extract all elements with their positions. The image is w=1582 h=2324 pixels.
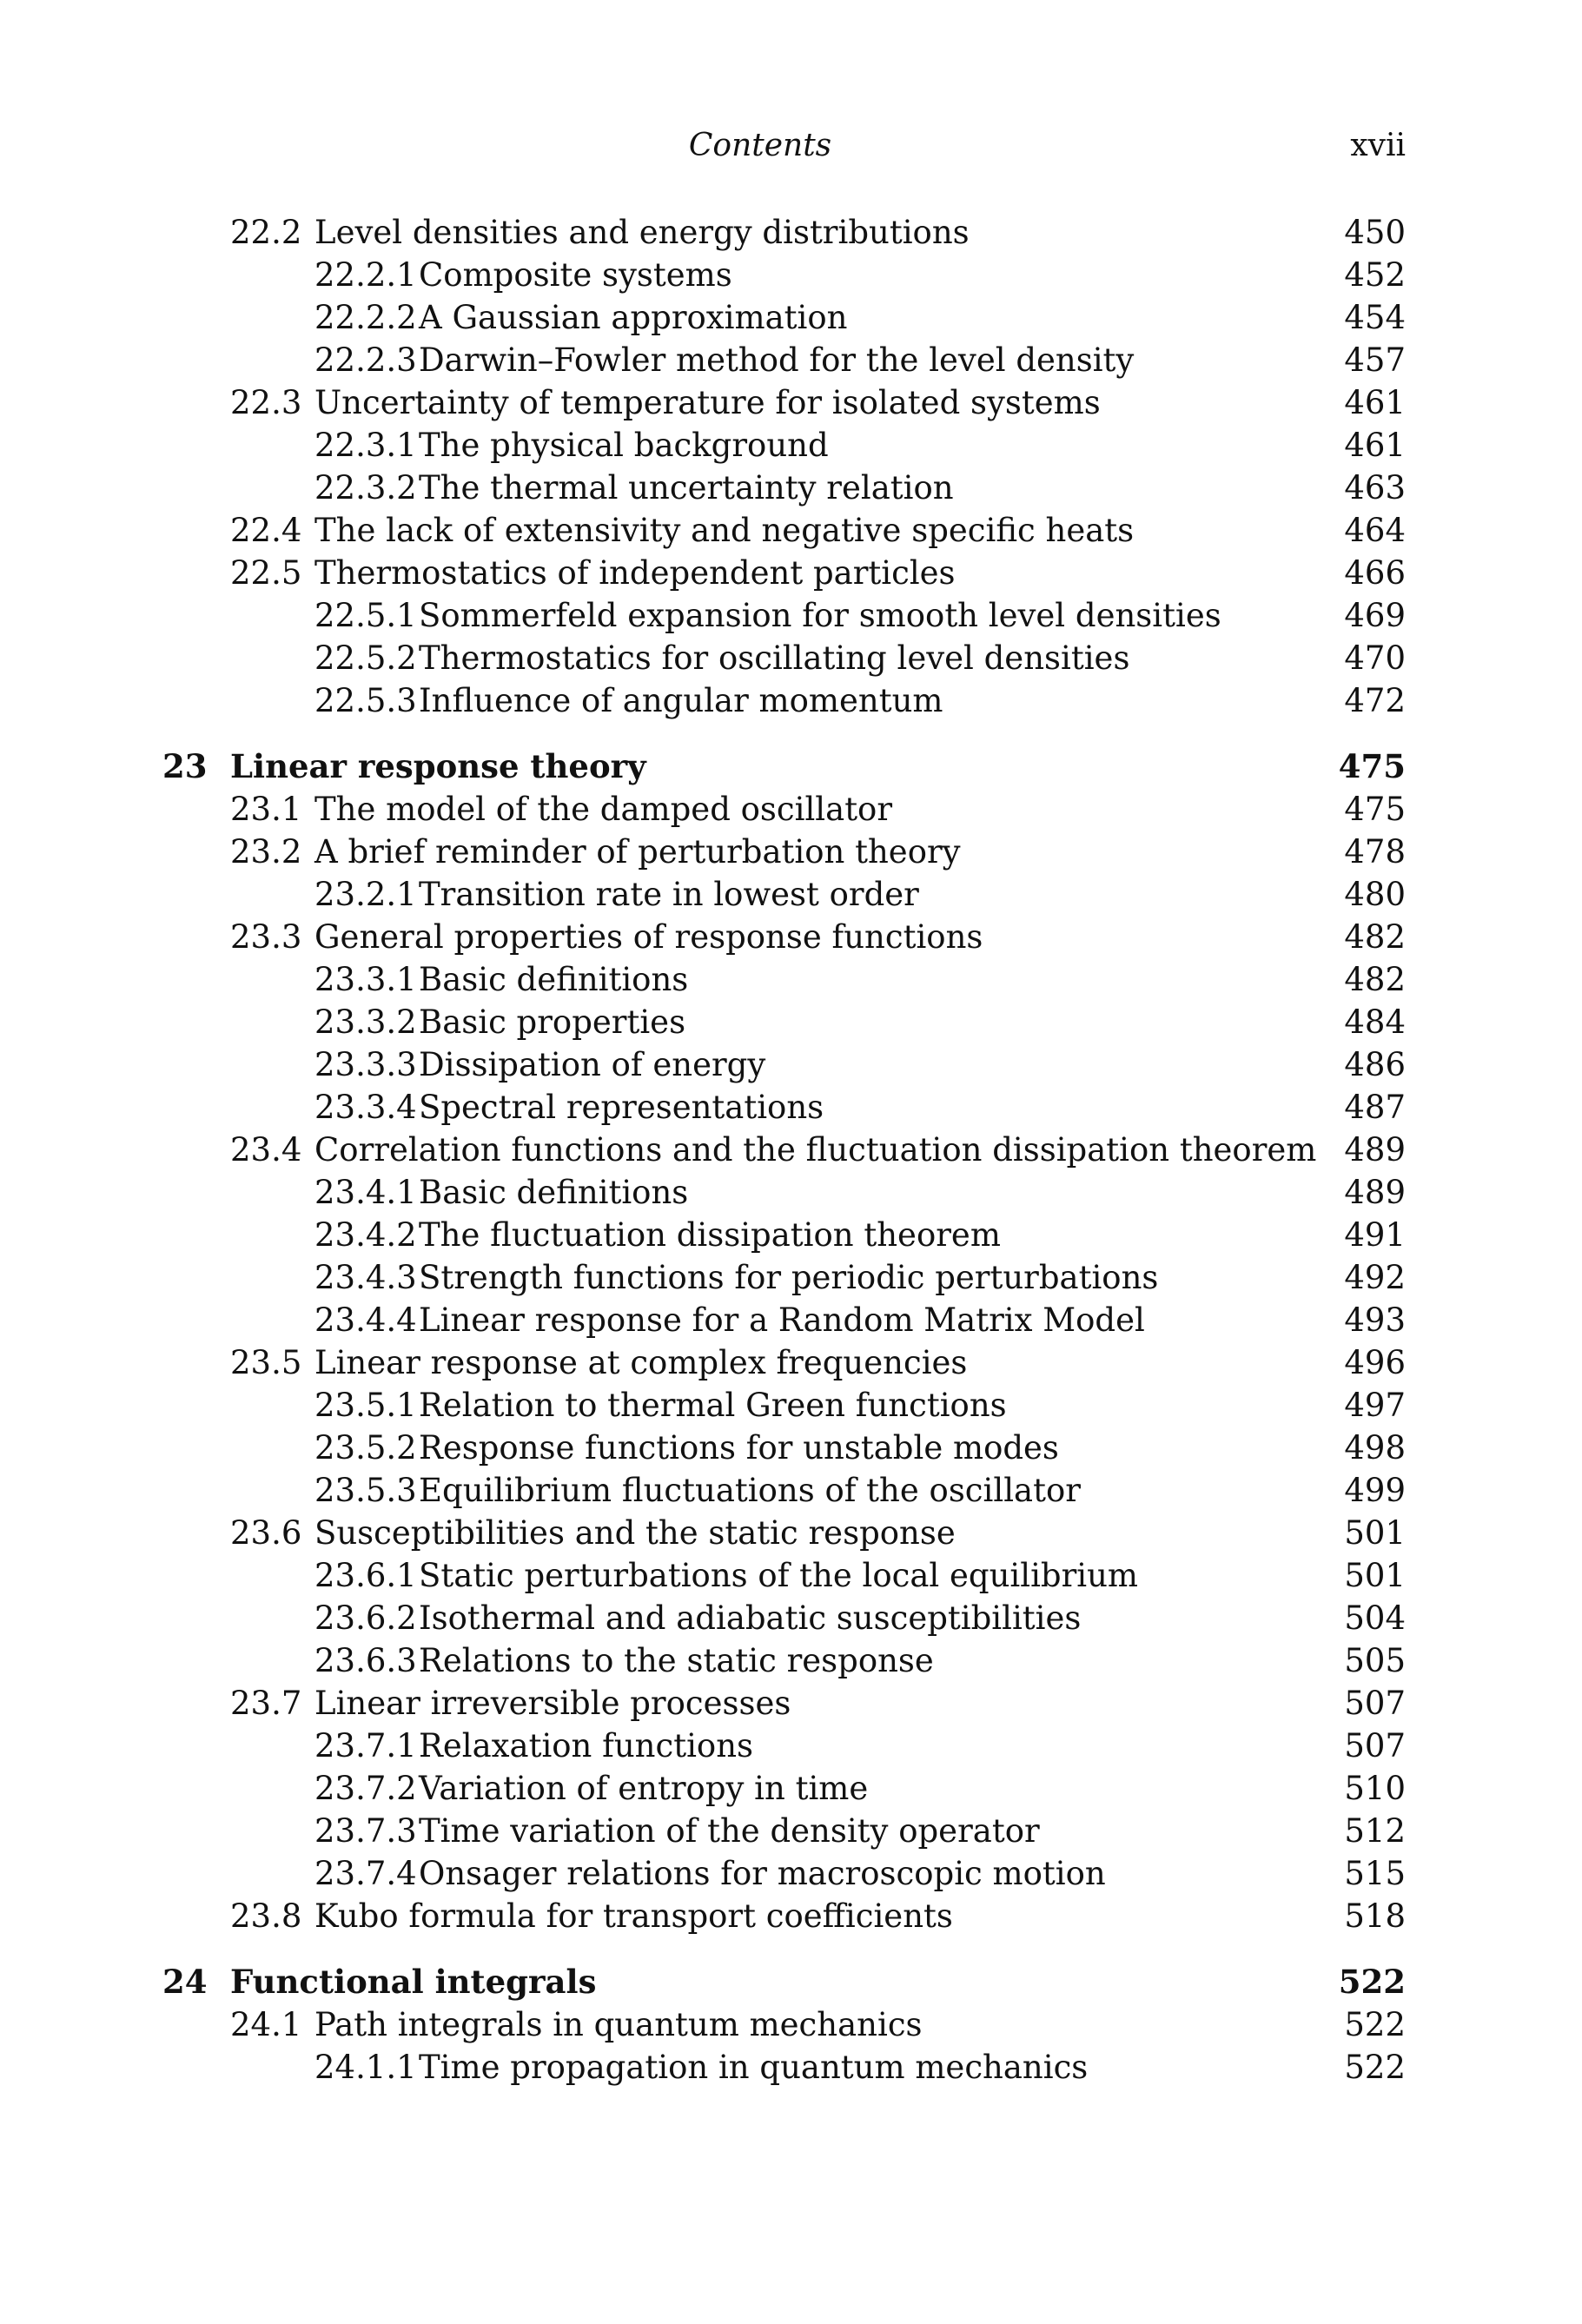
entry-page: 496 bbox=[1344, 1344, 1406, 1381]
entry-title: Relaxation functions bbox=[419, 1727, 754, 1765]
toc-entry bbox=[0, 1001, 1582, 1043]
entry-page: 464 bbox=[1344, 512, 1406, 549]
entry-page: 493 bbox=[1344, 1301, 1406, 1339]
entry-page: 510 bbox=[1344, 1770, 1406, 1807]
entry-number: 23.7 bbox=[230, 1685, 302, 1722]
entry-page: 482 bbox=[1344, 918, 1406, 956]
page-header bbox=[0, 124, 1582, 168]
entry-number: 22.2.3 bbox=[314, 341, 417, 379]
entry-title: Level densities and energy distributions bbox=[314, 214, 970, 251]
entry-number: 23.5.2 bbox=[314, 1429, 417, 1467]
entry-title: Equilibrium fluctuations of the oscillator bbox=[419, 1472, 1081, 1509]
entry-title: Strength functions for periodic perturbations bbox=[419, 1259, 1159, 1296]
entry-page: 487 bbox=[1344, 1089, 1406, 1126]
entry-number: 23.1 bbox=[230, 791, 302, 828]
entry-title: Variation of entropy in time bbox=[419, 1770, 869, 1807]
entry-page: 461 bbox=[1344, 384, 1406, 421]
entry-page: 457 bbox=[1344, 341, 1406, 379]
toc-entry bbox=[0, 1810, 1582, 1852]
entry-title: Uncertainty of temperature for isolated systems bbox=[314, 384, 1101, 421]
section-24-entries bbox=[0, 2003, 1582, 2089]
entry-title: Thermostatics of independent particles bbox=[314, 554, 956, 592]
toc-entry bbox=[0, 211, 1582, 254]
entry-title: Transition rate in lowest order bbox=[419, 876, 919, 913]
entry-page: 463 bbox=[1344, 469, 1406, 507]
toc-entry bbox=[0, 1086, 1582, 1129]
entry-page: 498 bbox=[1344, 1429, 1406, 1467]
entry-number: 23.3.3 bbox=[314, 1046, 417, 1083]
entry-page: 512 bbox=[1344, 1812, 1406, 1850]
entry-title: Basic definitions bbox=[419, 1174, 689, 1211]
entry-number: 22.5.3 bbox=[314, 682, 417, 719]
entry-number: 23.6 bbox=[230, 1514, 302, 1552]
toc-entry bbox=[0, 788, 1582, 831]
toc-entry bbox=[0, 1341, 1582, 1384]
toc-entry bbox=[0, 1043, 1582, 1086]
toc-entry bbox=[0, 1469, 1582, 1512]
toc-entry bbox=[0, 467, 1582, 509]
entry-number: 24.1 bbox=[230, 2006, 302, 2043]
toc-entry bbox=[0, 339, 1582, 381]
toc-entry bbox=[0, 1682, 1582, 1725]
entry-number: 23.7.3 bbox=[314, 1812, 417, 1850]
entry-page: 466 bbox=[1344, 554, 1406, 592]
chapter-number: 24 bbox=[162, 1963, 208, 2001]
toc-entry bbox=[0, 1171, 1582, 1214]
toc-entry bbox=[0, 509, 1582, 552]
toc-entry bbox=[0, 1639, 1582, 1682]
entry-title: Relations to the static response bbox=[419, 1642, 934, 1679]
entry-number: 23.4.2 bbox=[314, 1216, 417, 1254]
chapter-number: 23 bbox=[162, 747, 208, 785]
entry-number: 23.4 bbox=[230, 1131, 302, 1169]
chapter-title: Functional integrals bbox=[230, 1963, 597, 2001]
toc-entry bbox=[0, 679, 1582, 722]
toc-entry bbox=[0, 831, 1582, 873]
entry-title: Composite systems bbox=[419, 256, 732, 294]
entry-number: 22.3.1 bbox=[314, 427, 417, 464]
toc-entry bbox=[0, 1129, 1582, 1171]
entry-page: 515 bbox=[1344, 1855, 1406, 1892]
page-number: xvii bbox=[1350, 128, 1406, 163]
toc-entry bbox=[0, 1299, 1582, 1341]
entry-number: 24.1.1 bbox=[314, 2049, 417, 2086]
entry-number: 23.5.3 bbox=[314, 1472, 417, 1509]
entry-number: 23.3.2 bbox=[314, 1003, 417, 1041]
entry-title: Darwin–Fowler method for the level density bbox=[419, 341, 1135, 379]
entry-page: 499 bbox=[1344, 1472, 1406, 1509]
entry-page: 489 bbox=[1344, 1131, 1406, 1169]
toc-entry bbox=[0, 1384, 1582, 1427]
toc-chapter-24 bbox=[0, 1961, 1582, 2003]
toc-entry bbox=[0, 1852, 1582, 1895]
toc-entry bbox=[0, 594, 1582, 637]
entry-page: 522 bbox=[1344, 2049, 1406, 2086]
entry-title: Relation to thermal Green functions bbox=[419, 1387, 1007, 1424]
entry-number: 22.4 bbox=[230, 512, 302, 549]
entry-page: 454 bbox=[1344, 299, 1406, 336]
toc-entry bbox=[0, 552, 1582, 594]
chapter-title: Linear response theory bbox=[230, 747, 646, 785]
chapter-page: 475 bbox=[1338, 747, 1406, 785]
entry-title: The model of the damped oscillator bbox=[314, 791, 893, 828]
entry-page: 480 bbox=[1344, 876, 1406, 913]
entry-title: The thermal uncertainty relation bbox=[419, 469, 954, 507]
entry-title: Influence of angular momentum bbox=[419, 682, 943, 719]
toc-entry bbox=[0, 1767, 1582, 1810]
entry-page: 507 bbox=[1344, 1685, 1406, 1722]
entry-number: 22.3.2 bbox=[314, 469, 417, 507]
entry-title: Time variation of the density operator bbox=[419, 1812, 1040, 1850]
entry-title: Dissipation of energy bbox=[419, 1046, 766, 1083]
entry-number: 23.7.1 bbox=[314, 1727, 417, 1765]
toc-entry bbox=[0, 958, 1582, 1001]
entry-page: 501 bbox=[1344, 1557, 1406, 1594]
entry-number: 23.6.2 bbox=[314, 1599, 417, 1637]
entry-number: 23.3 bbox=[230, 918, 302, 956]
entry-number: 23.3.1 bbox=[314, 961, 417, 998]
toc-entry bbox=[0, 1214, 1582, 1256]
entry-title: Linear response at complex frequencies bbox=[314, 1344, 968, 1381]
entry-title: Basic definitions bbox=[419, 961, 689, 998]
entry-title: Correlation functions and the fluctuation dissipation theorem bbox=[314, 1131, 1317, 1169]
entry-title: Kubo formula for transport coefficients bbox=[314, 1897, 953, 1935]
entry-number: 23.2 bbox=[230, 833, 302, 871]
entry-title: A brief reminder of perturbation theory bbox=[314, 833, 961, 871]
entry-number: 23.5.1 bbox=[314, 1387, 417, 1424]
entry-number: 22.2.2 bbox=[314, 299, 417, 336]
toc-entry bbox=[0, 2046, 1582, 2089]
section-23-entries bbox=[0, 788, 1582, 1937]
running-head: Contents bbox=[688, 128, 832, 163]
entry-page: 522 bbox=[1344, 2006, 1406, 2043]
entry-page: 461 bbox=[1344, 427, 1406, 464]
entry-number: 23.4.3 bbox=[314, 1259, 417, 1296]
entry-page: 450 bbox=[1344, 214, 1406, 251]
entry-page: 472 bbox=[1344, 682, 1406, 719]
entry-number: 23.4.4 bbox=[314, 1301, 417, 1339]
toc-entry bbox=[0, 1512, 1582, 1554]
toc-entry bbox=[0, 1554, 1582, 1597]
entry-title: A Gaussian approximation bbox=[419, 299, 848, 336]
toc-entry bbox=[0, 873, 1582, 916]
entry-page: 504 bbox=[1344, 1599, 1406, 1637]
entry-title: Linear response for a Random Matrix Model bbox=[419, 1301, 1145, 1339]
toc-entry bbox=[0, 916, 1582, 958]
entry-page: 478 bbox=[1344, 833, 1406, 871]
entry-title: Sommerfeld expansion for smooth level densities bbox=[419, 597, 1221, 634]
entry-number: 23.2.1 bbox=[314, 876, 417, 913]
entry-number: 23.6.1 bbox=[314, 1557, 417, 1594]
toc-entry bbox=[0, 424, 1582, 467]
entry-number: 22.3 bbox=[230, 384, 302, 421]
toc-entry bbox=[0, 254, 1582, 296]
entry-title: Linear irreversible processes bbox=[314, 1685, 791, 1722]
toc-entry bbox=[0, 637, 1582, 679]
entry-page: 501 bbox=[1344, 1514, 1406, 1552]
entry-number: 22.2 bbox=[230, 214, 302, 251]
toc-entry bbox=[0, 1597, 1582, 1639]
toc-entry bbox=[0, 2003, 1582, 2046]
entry-title: The physical background bbox=[419, 427, 829, 464]
table-of-contents bbox=[0, 211, 1582, 2089]
entry-page: 470 bbox=[1344, 639, 1406, 677]
entry-number: 23.6.3 bbox=[314, 1642, 417, 1679]
entry-number: 22.2.1 bbox=[314, 256, 417, 294]
entry-page: 482 bbox=[1344, 961, 1406, 998]
entry-page: 469 bbox=[1344, 597, 1406, 634]
entry-title: Isothermal and adiabatic susceptibilities bbox=[419, 1599, 1082, 1637]
entry-title: Basic properties bbox=[419, 1003, 686, 1041]
entry-page: 492 bbox=[1344, 1259, 1406, 1296]
chapter-page: 522 bbox=[1338, 1963, 1406, 2001]
entry-number: 23.5 bbox=[230, 1344, 302, 1381]
entry-page: 491 bbox=[1344, 1216, 1406, 1254]
entry-title: The lack of extensivity and negative specific heats bbox=[314, 512, 1135, 549]
toc-entry bbox=[0, 1725, 1582, 1767]
entry-page: 452 bbox=[1344, 256, 1406, 294]
entry-number: 23.7.4 bbox=[314, 1855, 417, 1892]
toc-entry bbox=[0, 1256, 1582, 1299]
entry-title: Onsager relations for macroscopic motion bbox=[419, 1855, 1106, 1892]
entry-number: 22.5 bbox=[230, 554, 302, 592]
entry-page: 497 bbox=[1344, 1387, 1406, 1424]
toc-entry bbox=[0, 1895, 1582, 1937]
entry-title: Thermostatics for oscillating level densities bbox=[419, 639, 1130, 677]
entry-title: Response functions for unstable modes bbox=[419, 1429, 1059, 1467]
toc-entry bbox=[0, 1427, 1582, 1469]
entry-page: 475 bbox=[1344, 791, 1406, 828]
entry-number: 23.3.4 bbox=[314, 1089, 417, 1126]
entry-title: Path integrals in quantum mechanics bbox=[314, 2006, 923, 2043]
entry-number: 22.5.1 bbox=[314, 597, 417, 634]
entry-number: 23.8 bbox=[230, 1897, 302, 1935]
entry-title: Static perturbations of the local equilibrium bbox=[419, 1557, 1139, 1594]
entry-title: Spectral representations bbox=[419, 1089, 824, 1126]
toc-chapter-23 bbox=[0, 745, 1582, 788]
toc-entry bbox=[0, 381, 1582, 424]
entry-number: 22.5.2 bbox=[314, 639, 417, 677]
entry-title: The fluctuation dissipation theorem bbox=[419, 1216, 1001, 1254]
entry-page: 489 bbox=[1344, 1174, 1406, 1211]
entry-page: 484 bbox=[1344, 1003, 1406, 1041]
entry-page: 486 bbox=[1344, 1046, 1406, 1083]
entry-page: 518 bbox=[1344, 1897, 1406, 1935]
entry-title: Susceptibilities and the static response bbox=[314, 1514, 956, 1552]
entry-number: 23.7.2 bbox=[314, 1770, 417, 1807]
entry-title: General properties of response functions bbox=[314, 918, 983, 956]
entry-page: 507 bbox=[1344, 1727, 1406, 1765]
toc-entry bbox=[0, 296, 1582, 339]
section-22-entries bbox=[0, 211, 1582, 722]
entry-number: 23.4.1 bbox=[314, 1174, 417, 1211]
entry-page: 505 bbox=[1344, 1642, 1406, 1679]
entry-title: Time propagation in quantum mechanics bbox=[419, 2049, 1089, 2086]
